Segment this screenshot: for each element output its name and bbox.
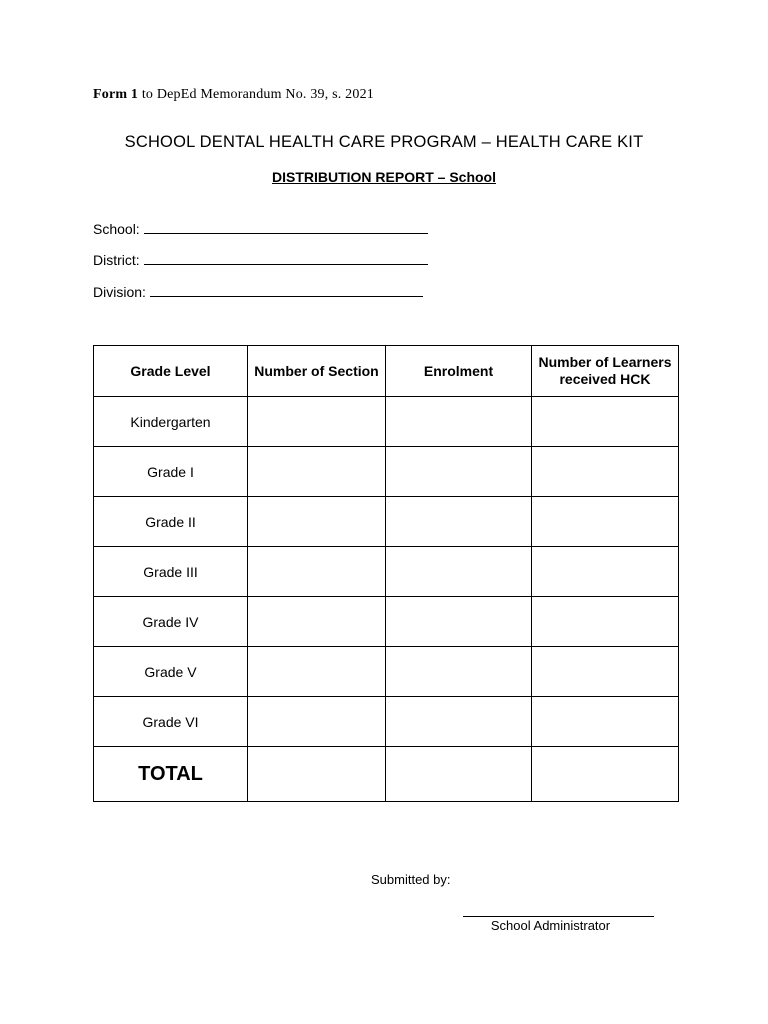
enrolment-cell[interactable]	[386, 447, 532, 497]
table-row	[94, 597, 679, 647]
header-enrolment: Enrolment	[386, 346, 532, 397]
total-section-cell[interactable]	[248, 747, 386, 802]
section-cell[interactable]	[248, 397, 386, 447]
district-blank-line[interactable]	[144, 251, 428, 265]
header-number-of-section: Number of Section	[248, 346, 386, 397]
distribution-table	[93, 345, 679, 802]
learners-cell[interactable]	[532, 397, 679, 447]
grade-cell: Grade V	[94, 647, 248, 697]
table-header-row	[94, 346, 679, 397]
enrolment-cell[interactable]	[386, 497, 532, 547]
table-row	[94, 497, 679, 547]
section-cell[interactable]	[248, 447, 386, 497]
grade-cell: Grade IV	[94, 597, 248, 647]
total-learners-cell[interactable]	[532, 747, 679, 802]
learners-cell[interactable]	[532, 647, 679, 697]
enrolment-cell[interactable]	[386, 697, 532, 747]
division-label: Division:	[93, 284, 146, 300]
submitted-by-label: Submitted by:	[371, 872, 451, 887]
learners-cell[interactable]	[532, 597, 679, 647]
total-enrolment-cell[interactable]	[386, 747, 532, 802]
division-field	[93, 283, 423, 300]
enrolment-cell[interactable]	[386, 597, 532, 647]
learners-cell[interactable]	[532, 547, 679, 597]
division-blank-line[interactable]	[150, 283, 423, 297]
section-cell[interactable]	[248, 697, 386, 747]
section-cell[interactable]	[248, 647, 386, 697]
learners-cell[interactable]	[532, 697, 679, 747]
form-number: Form 1	[93, 87, 139, 102]
signature-line[interactable]	[463, 916, 654, 917]
header-grade-level: Grade Level	[94, 346, 248, 397]
table-row	[94, 397, 679, 447]
document-title: SCHOOL DENTAL HEALTH CARE PROGRAM – HEALTH CARE KIT	[124, 133, 644, 151]
enrolment-cell[interactable]	[386, 547, 532, 597]
total-row	[94, 747, 679, 802]
grade-cell: Grade II	[94, 497, 248, 547]
table-row	[94, 697, 679, 747]
section-cell[interactable]	[248, 597, 386, 647]
grade-cell: Kindergarten	[94, 397, 248, 447]
district-label: District:	[93, 252, 140, 268]
section-cell[interactable]	[248, 547, 386, 597]
section-cell[interactable]	[248, 497, 386, 547]
signatory-role: School Administrator	[490, 918, 611, 933]
school-label: School:	[93, 221, 140, 237]
enrolment-cell[interactable]	[386, 647, 532, 697]
school-field	[93, 220, 428, 237]
grade-cell: Grade I	[94, 447, 248, 497]
school-blank-line[interactable]	[144, 220, 428, 234]
header-learners-received-hck: Number of Learners received HCK	[532, 346, 679, 397]
learners-cell[interactable]	[532, 447, 679, 497]
total-label: TOTAL	[94, 747, 248, 802]
grade-cell: Grade VI	[94, 697, 248, 747]
table-row	[94, 447, 679, 497]
form-reference	[93, 87, 374, 103]
table-row	[94, 547, 679, 597]
grade-cell: Grade III	[94, 547, 248, 597]
memo-reference: to DepEd Memorandum No. 39, s. 2021	[138, 87, 374, 102]
district-field	[93, 251, 428, 268]
enrolment-cell[interactable]	[386, 397, 532, 447]
table-row	[94, 647, 679, 697]
document-subtitle: DISTRIBUTION REPORT – School	[271, 169, 496, 185]
learners-cell[interactable]	[532, 497, 679, 547]
